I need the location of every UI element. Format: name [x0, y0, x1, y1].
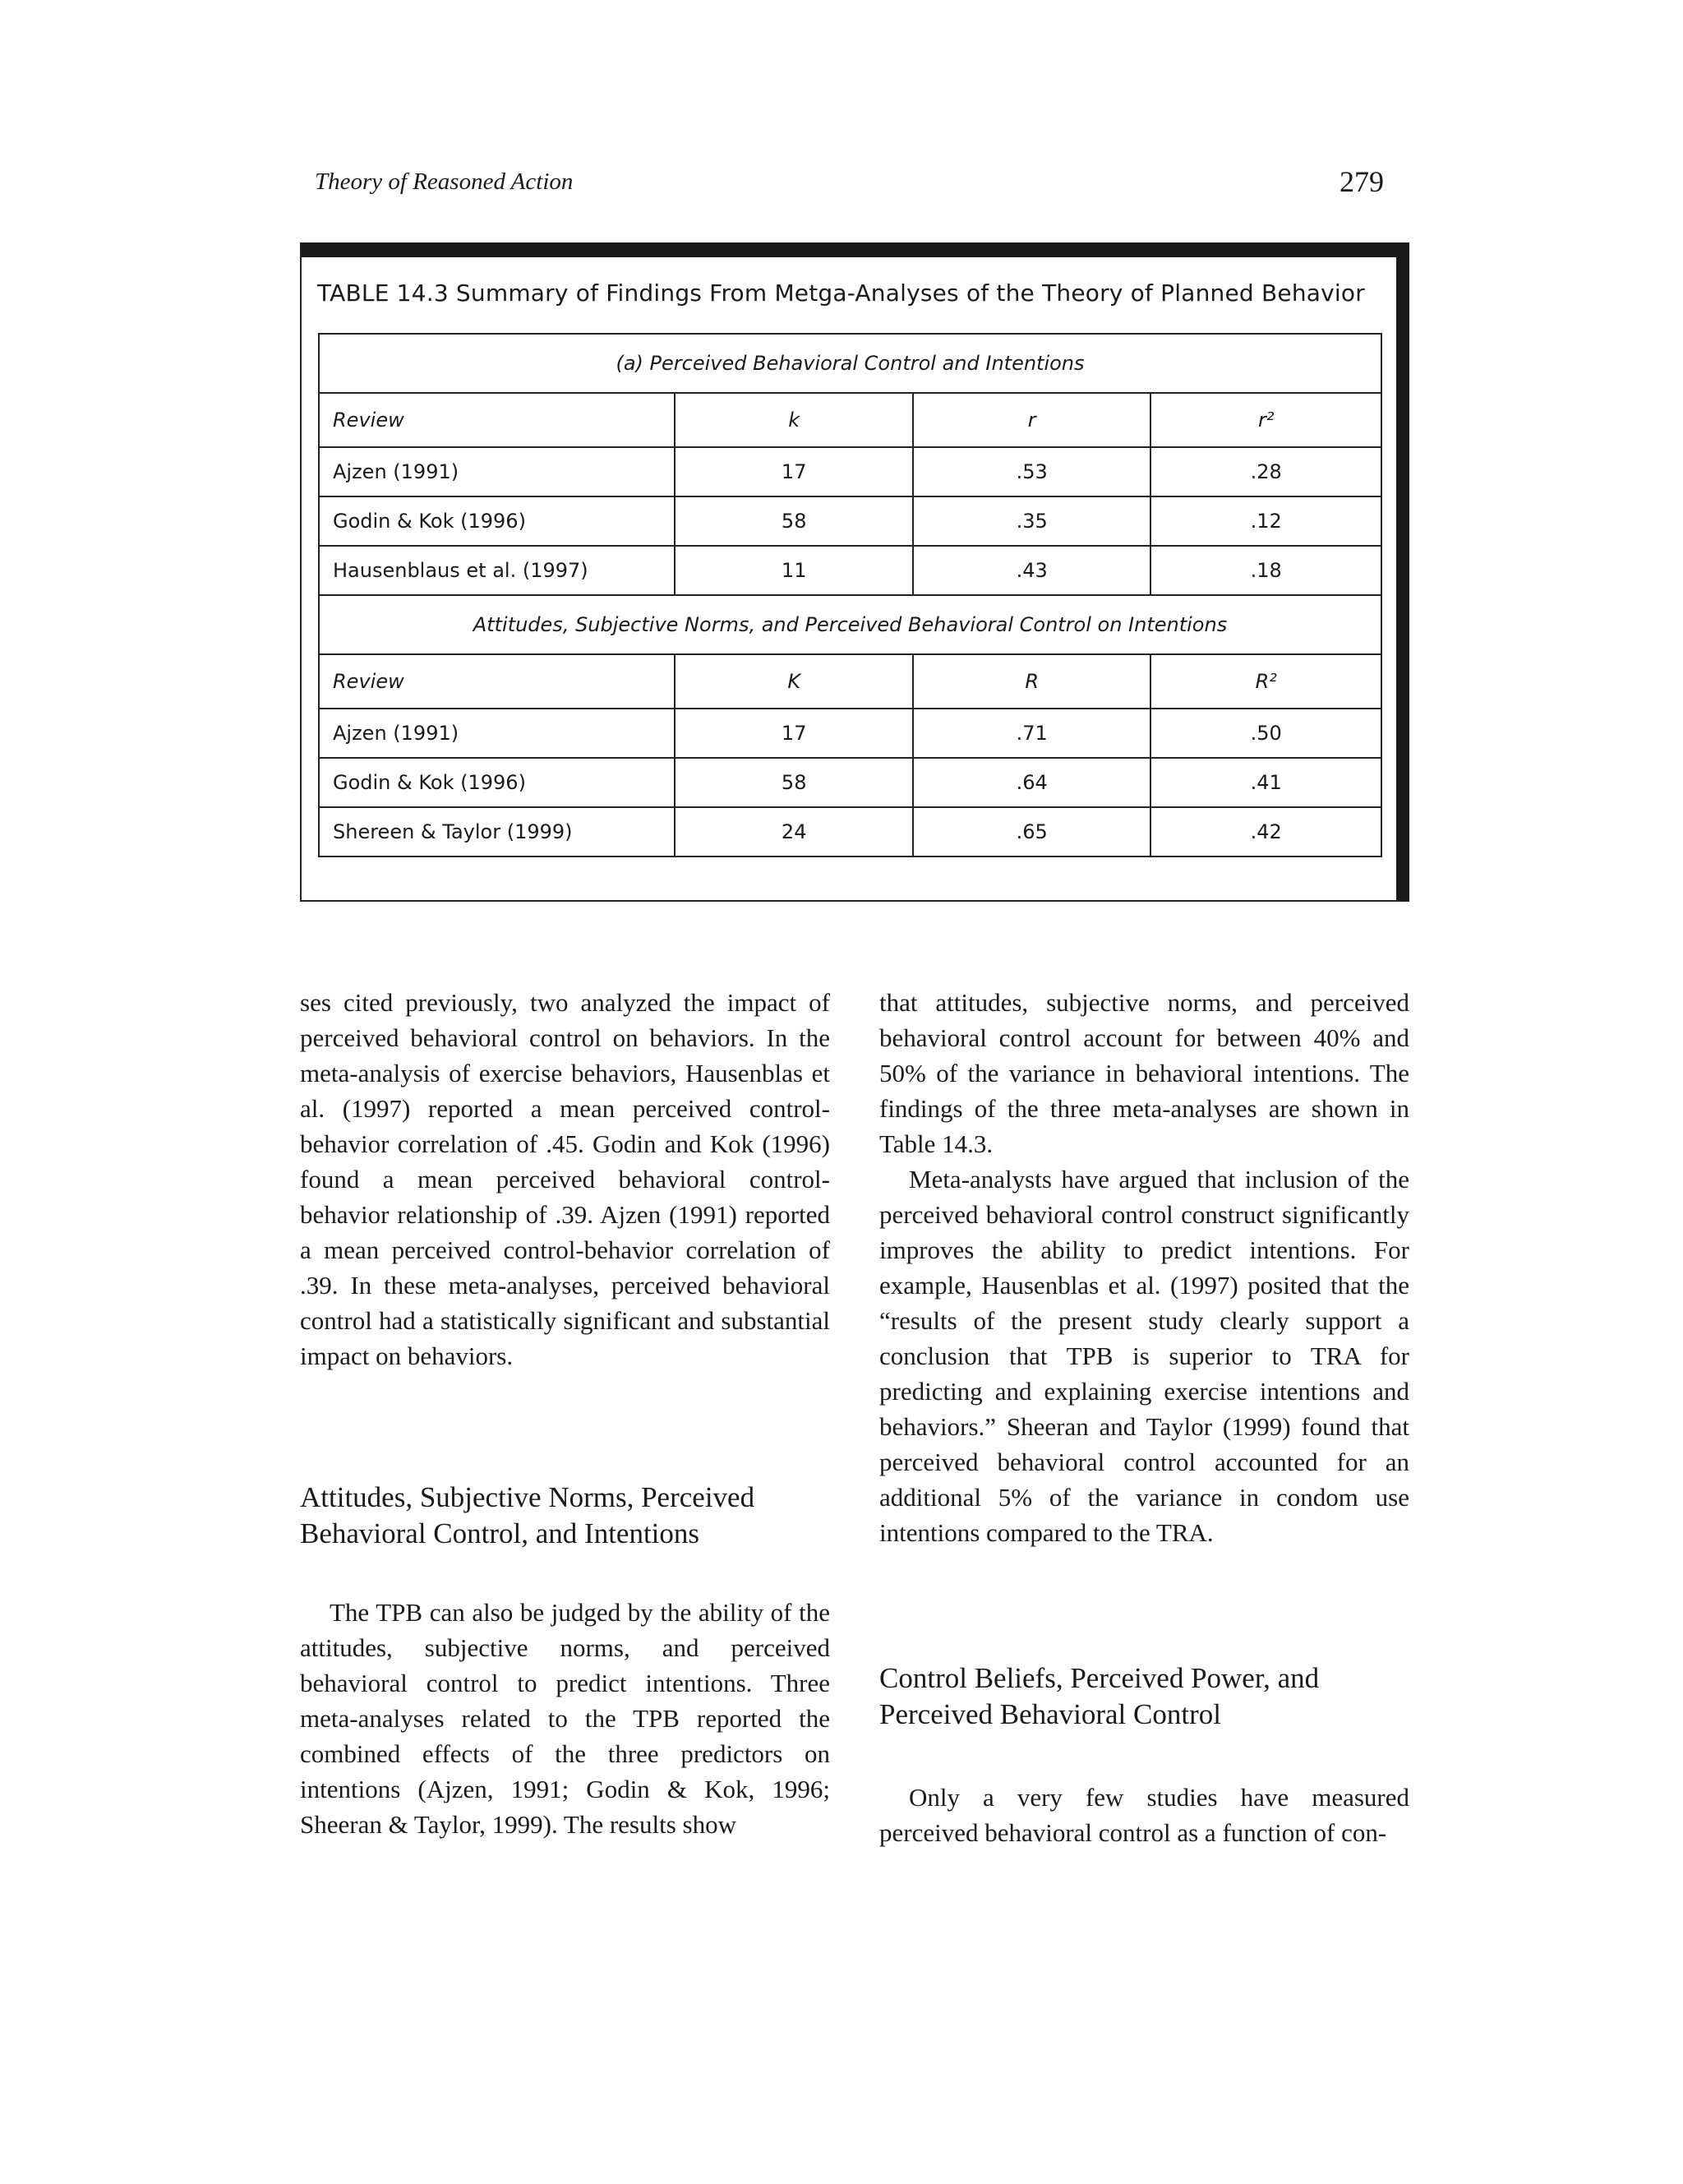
table-caption: TABLE 14.3 Summary of Findings From Metga-Analyses of the Theory of Planned Behavior — [317, 279, 1365, 307]
body-paragraph: ses cited previously, two analyzed the impact of perceived behavioral control on behaviors. In the meta-analysis of exercise behaviors, Hausenblas et al. (1997) reported a mean perceived control-behavior correlation of .45. Godin and Kok (1996) found a mean perceived behavioral control-behavior relationship of .39. Ajzen (1991) reported a mean perceived control-behavior correlation of .39. In these meta-analyses, perceived behavioral control had a statistically significant and substantial impact on behaviors. — [300, 988, 830, 1370]
table-row — [319, 496, 1381, 546]
review-cell: Shereen & Taylor (1999) — [319, 807, 675, 857]
section-a-title: (a) Perceived Behavioral Control and Intentions — [319, 334, 1381, 393]
running-head: Theory of Reasoned Action — [315, 169, 574, 195]
review-cell: Godin & Kok (1996) — [319, 758, 675, 807]
header-r-squared: R² — [1150, 654, 1381, 709]
table-row — [319, 758, 1381, 807]
table-row — [319, 807, 1381, 857]
findings-table — [318, 333, 1382, 857]
page-number: 279 — [1339, 165, 1384, 198]
k-cell: 24 — [675, 807, 912, 857]
body-paragraph: that attitudes, subjective norms, and perceived behavioral control account for between 40% and 50% of the variance in behavioral intentions. The findings of the three meta-analyses are shown in Table 14.3. — [879, 988, 1409, 1158]
r-cell: .43 — [913, 546, 1151, 595]
header-k: K — [675, 654, 912, 709]
table-row — [319, 447, 1381, 496]
k-cell: 11 — [675, 546, 912, 595]
table-row — [319, 546, 1381, 595]
r-cell: .64 — [913, 758, 1151, 807]
right-column — [879, 985, 1409, 1550]
section-a-header-row — [319, 393, 1381, 447]
r-cell: .65 — [913, 807, 1151, 857]
body-paragraph: The TPB can also be judged by the ability of the attitudes, subjective norms, and perceived behavioral control to predict intentions. Three meta-analyses related to the TPB reported the combined effects of the three predictors on intentions (Ajzen, 1991; Godin & Kok, 1996; Sheeran & Taylor, 1999). The results show — [300, 1598, 830, 1839]
header-review: Review — [319, 393, 675, 447]
right-column-lower — [879, 1780, 1409, 1850]
left-column — [300, 985, 830, 1374]
header-r: R — [913, 654, 1151, 709]
section-b-header-row — [319, 654, 1381, 709]
r-cell: .53 — [913, 447, 1151, 496]
review-cell: Ajzen (1991) — [319, 709, 675, 758]
header-review: Review — [319, 654, 675, 709]
k-cell: 17 — [675, 447, 912, 496]
review-cell: Ajzen (1991) — [319, 447, 675, 496]
k-cell: 17 — [675, 709, 912, 758]
header-r-squared: r² — [1150, 393, 1381, 447]
r-squared-cell: .28 — [1150, 447, 1381, 496]
r-squared-cell: .12 — [1150, 496, 1381, 546]
review-cell: Hausenblaus et al. (1997) — [319, 546, 675, 595]
r-cell: .35 — [913, 496, 1151, 546]
section-heading-attitudes: Attitudes, Subjective Norms, Perceived Behavioral Control, and Intentions — [300, 1481, 755, 1549]
body-paragraph: Meta-analysts have argued that inclusion of the perceived behavioral control construct significantly improves the ability to predict intentions. For example, Hausenblas et al. (1997) posited that the “results of the present study clearly support a conclusion that TPB is superior to TRA for predicting and explaining exercise intentions and behaviors.” Sheeran and Taylor (1999) found that perceived behavioral control accounted for an additional 5% of the variance in condom use intentions compared to the TRA. — [879, 1165, 1409, 1547]
r-squared-cell: .42 — [1150, 807, 1381, 857]
left-column-lower — [300, 1595, 830, 1842]
body-paragraph: Only a very few studies have measured perceived behavioral control as a function of con- — [879, 1783, 1409, 1847]
r-squared-cell: .50 — [1150, 709, 1381, 758]
k-cell: 58 — [675, 758, 912, 807]
r-cell: .71 — [913, 709, 1151, 758]
review-cell: Godin & Kok (1996) — [319, 496, 675, 546]
section-heading-control-beliefs: Control Beliefs, Perceived Power, and Perceived Behavioral Control — [879, 1662, 1320, 1730]
k-cell: 58 — [675, 496, 912, 546]
section-a-title-row — [319, 334, 1381, 393]
r-squared-cell: .41 — [1150, 758, 1381, 807]
section-b-title: Attitudes, Subjective Norms, and Perceived Behavioral Control on Intentions — [319, 595, 1381, 654]
header-r: r — [913, 393, 1151, 447]
r-squared-cell: .18 — [1150, 546, 1381, 595]
header-k: k — [675, 393, 912, 447]
section-b-title-row — [319, 595, 1381, 654]
table-row — [319, 709, 1381, 758]
